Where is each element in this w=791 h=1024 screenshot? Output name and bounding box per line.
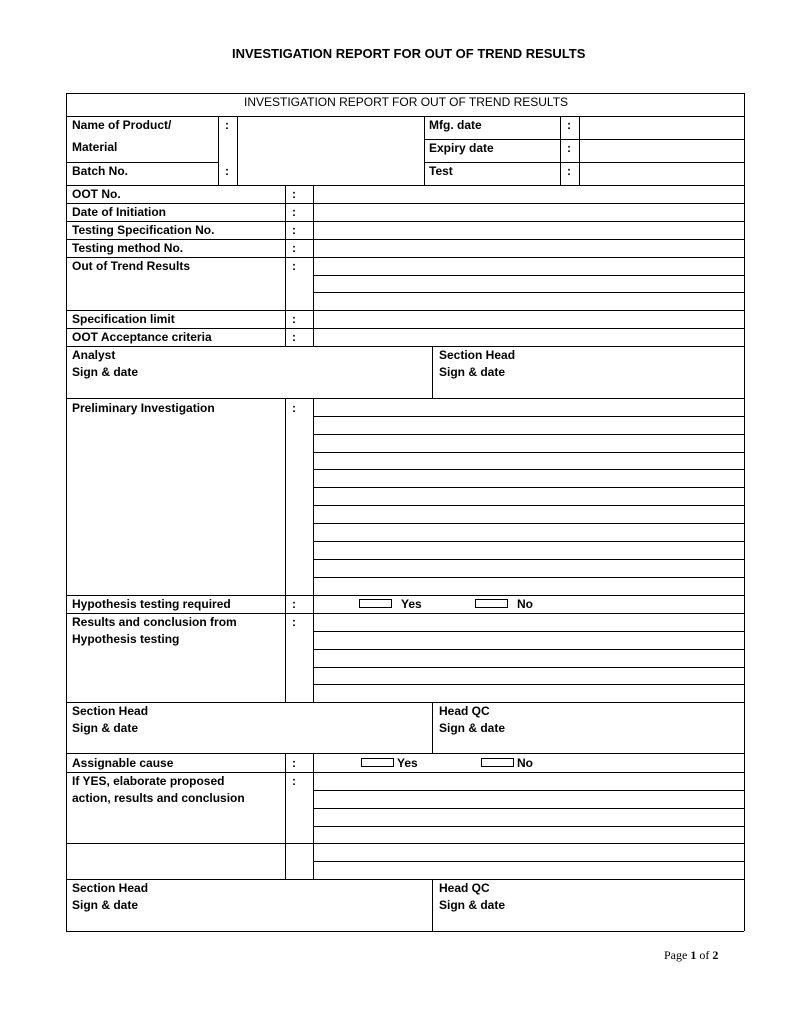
colon: : bbox=[292, 756, 296, 770]
preliminary-investigation-value[interactable] bbox=[314, 399, 743, 594]
colon: : bbox=[292, 401, 296, 415]
out-of-trend-results-label: Out of Trend Results bbox=[72, 259, 191, 273]
oot-no-label: OOT No. bbox=[72, 187, 121, 201]
head-qc-sign-date-label: Sign & date bbox=[439, 721, 506, 735]
of-word: of bbox=[699, 948, 710, 962]
head-qc-label: Head QC bbox=[439, 881, 490, 895]
section-head-sign-date-label: Sign & date bbox=[72, 721, 139, 735]
section-head-sign-date-label: Sign & date bbox=[72, 898, 139, 912]
results-conclusion-label: Results and conclusion from bbox=[72, 615, 237, 629]
expiry-date-value[interactable] bbox=[580, 140, 743, 161]
page-current: 1 bbox=[690, 948, 697, 962]
head-qc-sign-date-label: Sign & date bbox=[439, 898, 506, 912]
testing-method-no-label: Testing method No. bbox=[72, 241, 184, 255]
colon: : bbox=[292, 615, 296, 629]
colon: : bbox=[292, 312, 296, 326]
colon: : bbox=[292, 205, 296, 219]
analyst-sign-date-label: Sign & date bbox=[72, 365, 139, 379]
colon: : bbox=[567, 141, 571, 155]
hypothesis-testing-label-2: Hypothesis testing bbox=[72, 632, 180, 646]
analyst-label: Analyst bbox=[72, 348, 116, 362]
date-of-initiation-value[interactable] bbox=[314, 204, 743, 220]
batch-no-value[interactable] bbox=[238, 163, 423, 184]
product-name-value[interactable] bbox=[238, 117, 423, 161]
assignable-no-label: No bbox=[517, 756, 533, 770]
testing-spec-no-label: Testing Specification No. bbox=[72, 223, 215, 237]
specification-limit-value[interactable] bbox=[314, 311, 743, 327]
oot-acceptance-criteria-value[interactable] bbox=[314, 329, 743, 345]
section-head-label: Section Head bbox=[72, 704, 149, 718]
colon: : bbox=[567, 118, 571, 132]
assignable-yes-checkbox[interactable] bbox=[361, 758, 394, 767]
oot-acceptance-criteria-label: OOT Acceptance criteria bbox=[72, 330, 212, 344]
page-total: 2 bbox=[712, 948, 719, 962]
head-qc-label: Head QC bbox=[439, 704, 490, 718]
testing-method-no-value[interactable] bbox=[314, 240, 743, 256]
oot-no-value[interactable] bbox=[314, 186, 743, 202]
colon: : bbox=[292, 241, 296, 255]
if-yes-value[interactable] bbox=[314, 773, 743, 878]
section-head-sign-date-label: Sign & date bbox=[439, 365, 506, 379]
colon: : bbox=[292, 259, 296, 273]
hypothesis-yes-checkbox[interactable] bbox=[359, 599, 392, 608]
hypothesis-testing-label: Hypothesis testing required bbox=[72, 597, 231, 611]
page-number bbox=[664, 948, 718, 962]
batch-no-label: Batch No. bbox=[72, 164, 129, 178]
if-yes-label: If YES, elaborate proposed bbox=[72, 774, 225, 788]
assignable-cause-label: Assignable cause bbox=[72, 756, 174, 770]
mfg-date-value[interactable] bbox=[580, 117, 743, 138]
page-word: Page bbox=[664, 948, 688, 962]
out-of-trend-results-value[interactable] bbox=[314, 258, 743, 309]
date-of-initiation-label: Date of Initiation bbox=[72, 205, 166, 219]
colon: : bbox=[567, 164, 571, 178]
results-conclusion-value[interactable] bbox=[314, 614, 743, 701]
colon: : bbox=[292, 187, 296, 201]
mfg-date-label: Mfg. date bbox=[429, 118, 482, 132]
name-of-product-label: Name of Product/ bbox=[72, 118, 172, 132]
specification-limit-label: Specification limit bbox=[72, 312, 175, 326]
document-title: INVESTIGATION REPORT FOR OUT OF TREND RESULTS bbox=[232, 46, 586, 61]
section-head-label: Section Head bbox=[72, 881, 149, 895]
hypothesis-yes-label: Yes bbox=[401, 597, 422, 611]
expiry-date-label: Expiry date bbox=[429, 141, 494, 155]
preliminary-investigation-label: Preliminary Investigation bbox=[72, 401, 215, 415]
hypothesis-no-label: No bbox=[517, 597, 533, 611]
testing-spec-no-value[interactable] bbox=[314, 222, 743, 238]
assignable-yes-label: Yes bbox=[397, 756, 418, 770]
colon: : bbox=[225, 164, 229, 178]
test-value[interactable] bbox=[580, 163, 743, 184]
hypothesis-no-checkbox[interactable] bbox=[475, 599, 508, 608]
table-title: INVESTIGATION REPORT FOR OUT OF TREND RESULTS bbox=[244, 95, 569, 109]
action-results-conclusion-label: action, results and conclusion bbox=[72, 791, 245, 805]
section-head-label: Section Head bbox=[439, 348, 516, 362]
material-label: Material bbox=[72, 140, 118, 154]
assignable-no-checkbox[interactable] bbox=[481, 758, 514, 767]
colon: : bbox=[292, 330, 296, 344]
colon: : bbox=[292, 223, 296, 237]
colon: : bbox=[292, 597, 296, 611]
test-label: Test bbox=[429, 164, 453, 178]
colon: : bbox=[292, 774, 296, 788]
colon: : bbox=[225, 118, 229, 132]
